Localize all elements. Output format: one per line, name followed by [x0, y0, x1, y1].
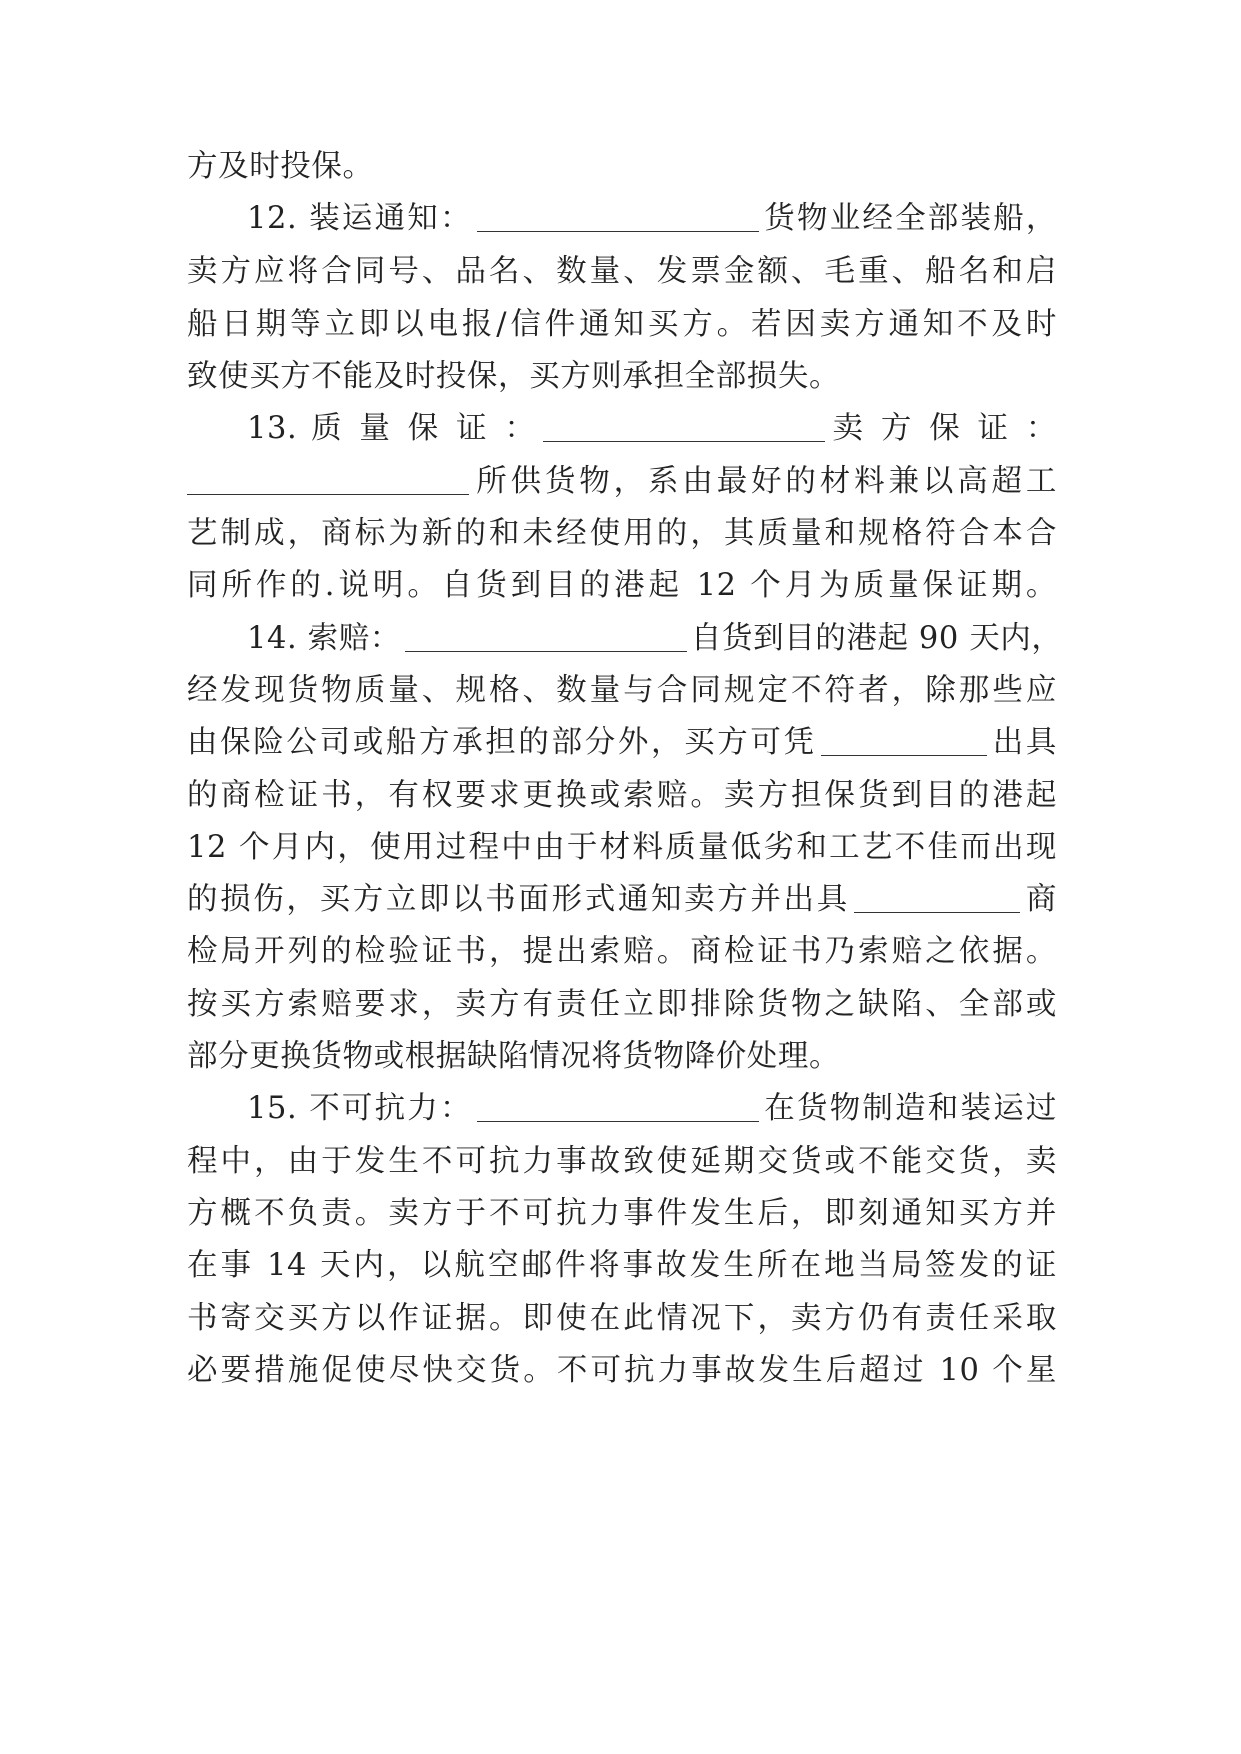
text-line: 12 个月内，使用过程中由于材料质量低劣和工艺不佳而出现 — [187, 830, 1057, 865]
text-line: 经发现货物质量、规格、数量与合同规定不符者，除那些应 — [187, 673, 1057, 708]
fill-in-blank[interactable] — [405, 621, 687, 652]
text-line: 程中，由于发生不可抗力事故致使延期交货或不能交货，卖 — [187, 1144, 1057, 1179]
text-fragment: 所供货物，系由最好的材料兼以高超工 — [473, 464, 1057, 499]
fill-in-blank[interactable] — [854, 882, 1020, 913]
clause-14-heading-line — [187, 610, 1063, 667]
text-line: 的商检证书，有权要求更换或索赔。卖方担保货到目的港起 — [187, 778, 1057, 813]
text-line: 按买方索赔要求，卖方有责任立即排除货物之缺陷、全部或 — [187, 987, 1057, 1022]
text-line: 在事 14 天内，以航空邮件将事故发生所在地当局签发的证 — [187, 1248, 1057, 1283]
text-line: 书寄交买方以作证据。即使在此情况下，卖方仍有责任采取 — [187, 1301, 1057, 1336]
fill-in-blank[interactable] — [477, 201, 759, 232]
clause-12-heading-line — [187, 190, 1057, 247]
clause-14-label: 14. 索赔： — [247, 621, 401, 656]
text-fragment: 在货物制造和装运过 — [762, 1091, 1057, 1126]
text-line: 部分更换货物或根据缺陷情况将货物降价处理。 — [187, 1039, 841, 1074]
text-line: 方概不负责。卖方于不可抗力事件发生后，即刻通知买方并 — [187, 1196, 1057, 1231]
text-line: 方及时投保。 — [187, 149, 374, 184]
text-fragment: 自货到目的港起 90 天内， — [690, 621, 1063, 656]
text-fragment: 卖 方 保 证 ： — [829, 411, 1058, 446]
text-line — [187, 871, 1057, 928]
clause-13-label: 13. 质 量 保 证 ： — [247, 411, 540, 446]
clause-15-heading-line — [187, 1080, 1057, 1137]
text-line — [187, 453, 1057, 510]
clause-12-label: 12. 装运通知： — [247, 201, 473, 236]
text-fragment: 商 — [1023, 882, 1058, 917]
text-line: 检局开列的检验证书，提出索赔。商检证书乃索赔之依据。 — [187, 934, 1057, 969]
text-fragment: 由保险公司或船方承担的部分外，买方可凭 — [187, 725, 817, 760]
text-line: 艺制成，商标为新的和未经使用的，其质量和规格符合本合 — [187, 516, 1057, 551]
fill-in-blank[interactable] — [187, 464, 469, 495]
clause-13-heading-line — [187, 400, 1057, 457]
text-line: 致使买方不能及时投保，买方则承担全部损失。 — [187, 359, 841, 394]
text-line — [187, 714, 1057, 771]
clause-15-label: 15. 不可抗力： — [247, 1091, 473, 1126]
text-fragment: 货物业经全部装船， — [762, 201, 1057, 236]
text-line: 船日期等立即以电报/信件通知买方。若因卖方通知不及时 — [187, 307, 1057, 342]
fill-in-blank[interactable] — [477, 1091, 759, 1122]
text-fragment: 的损伤，买方立即以书面形式通知卖方并出具 — [187, 882, 850, 917]
text-line: 同所作的.说明。自货到目的港起 12 个月为质量保证期。 — [187, 568, 1057, 603]
text-fragment: 出具 — [990, 725, 1058, 760]
text-line: 必要措施促使尽快交货。不可抗力事故发生后超过 10 个星 — [187, 1353, 1057, 1388]
text-line: 卖方应将合同号、品名、数量、发票金额、毛重、船名和启 — [187, 254, 1057, 289]
fill-in-blank[interactable] — [821, 725, 987, 756]
fill-in-blank[interactable] — [543, 411, 825, 442]
